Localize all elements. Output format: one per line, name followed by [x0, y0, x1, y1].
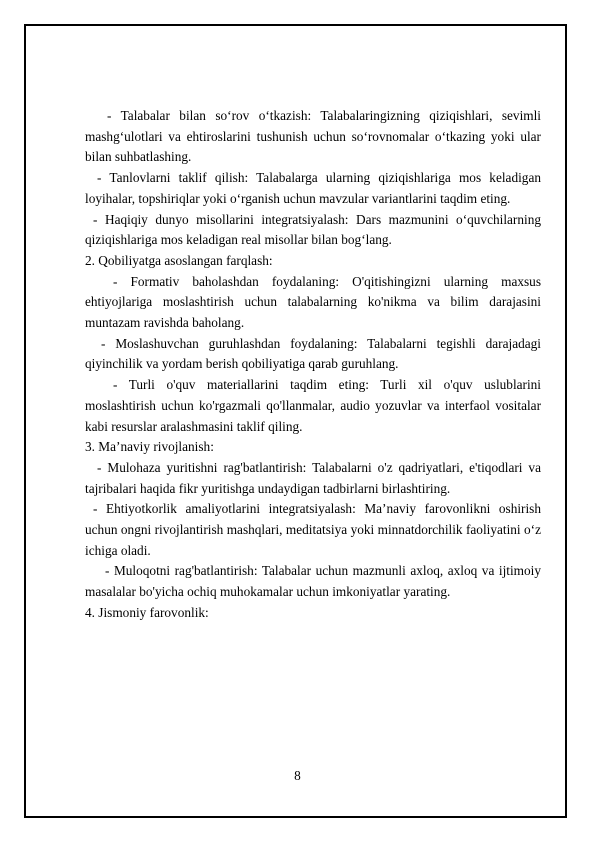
document-body	[85, 106, 541, 624]
paragraph-offer-choices: - Tanlovlarni taklif qilish: Talabalarga ularning qiziqishlariga mos keladigan loyihalar, topshiriqlar yoki o‘rganish uchun mavzular variantlarini taqdim eting.	[85, 170, 541, 206]
page-number: 8	[294, 768, 301, 783]
paragraph-real-world-examples: - Haqiqiy dunyo misollarini integratsiyalash: Dars mazmunini o‘quvchilarning qiziqishlariga mos keladigan real misollar bilan bog‘lang.	[85, 211, 541, 248]
paragraph-reflection: - Mulohaza yuritishni rag'batlantirish: Talabalarni o'z qadriyatlari, e'tiqodlari va tajribalari haqida fikr yuritishga undaydigan tadbirlarni birlashtiring.	[85, 459, 541, 496]
section-heading-spiritual: 3. Ma’naviy rivojlanish:	[85, 439, 214, 455]
paragraph-mindfulness: - Ehtiyotkorlik amaliyotlarini integratsiyalash: Ma’naviy farovonlikni oshirish uchun ongni rivojlantirish mashqlari, meditatsiya yoki minnatdorchilik faoliyatini o‘z ichiga oladi.	[85, 501, 541, 558]
paragraph-formative-assessment: - Formativ baholashdan foydalaning: O'qitishingizni ularning maxsus ehtiyojlariga moslashtirish uchun talabalarning ko'nikma va bilim darajasini muntazam ravishda baholang.	[85, 273, 541, 331]
paragraph-learning-materials: - Turli o'quv materiallarini taqdim eting: Turli xil o'quv uslublarini moslashtirish uchun ko'rgazmali qo'llanmalar, audio yozuvlar va interfaol vositalar kabi resurslar aralashmasini taklif qiling.	[85, 377, 541, 434]
paragraph-flexible-grouping: - Moslashuvchan guruhlashdan foydalaning: Talabalarni tegishli darajadagi qiyinchilik va yordam berish qobiliyatiga qarab guruhlang.	[85, 335, 541, 372]
section-heading-ability: 2. Qobiliyatga asoslangan farqlash:	[85, 252, 273, 268]
paragraph-dialogue: - Muloqotni rag'batlantirish: Talabalar uchun mazmunli axloq, axloq va ijtimoiy masalalar bo'yicha ochiq muhokamalar uchun imkoniyatlar yarating.	[85, 563, 541, 600]
section-heading-physical: 4. Jismoniy farovonlik:	[85, 604, 209, 620]
paragraph-survey-students: - Talabalar bilan so‘rov o‘tkazish: Talabalaringizning qiziqishlari, sevimli mashg‘ulotlari va ehtiroslarini tushunish uchun so‘rovnomalar o‘tkazing yoki ular bilan suhbatlashing.	[85, 108, 541, 165]
